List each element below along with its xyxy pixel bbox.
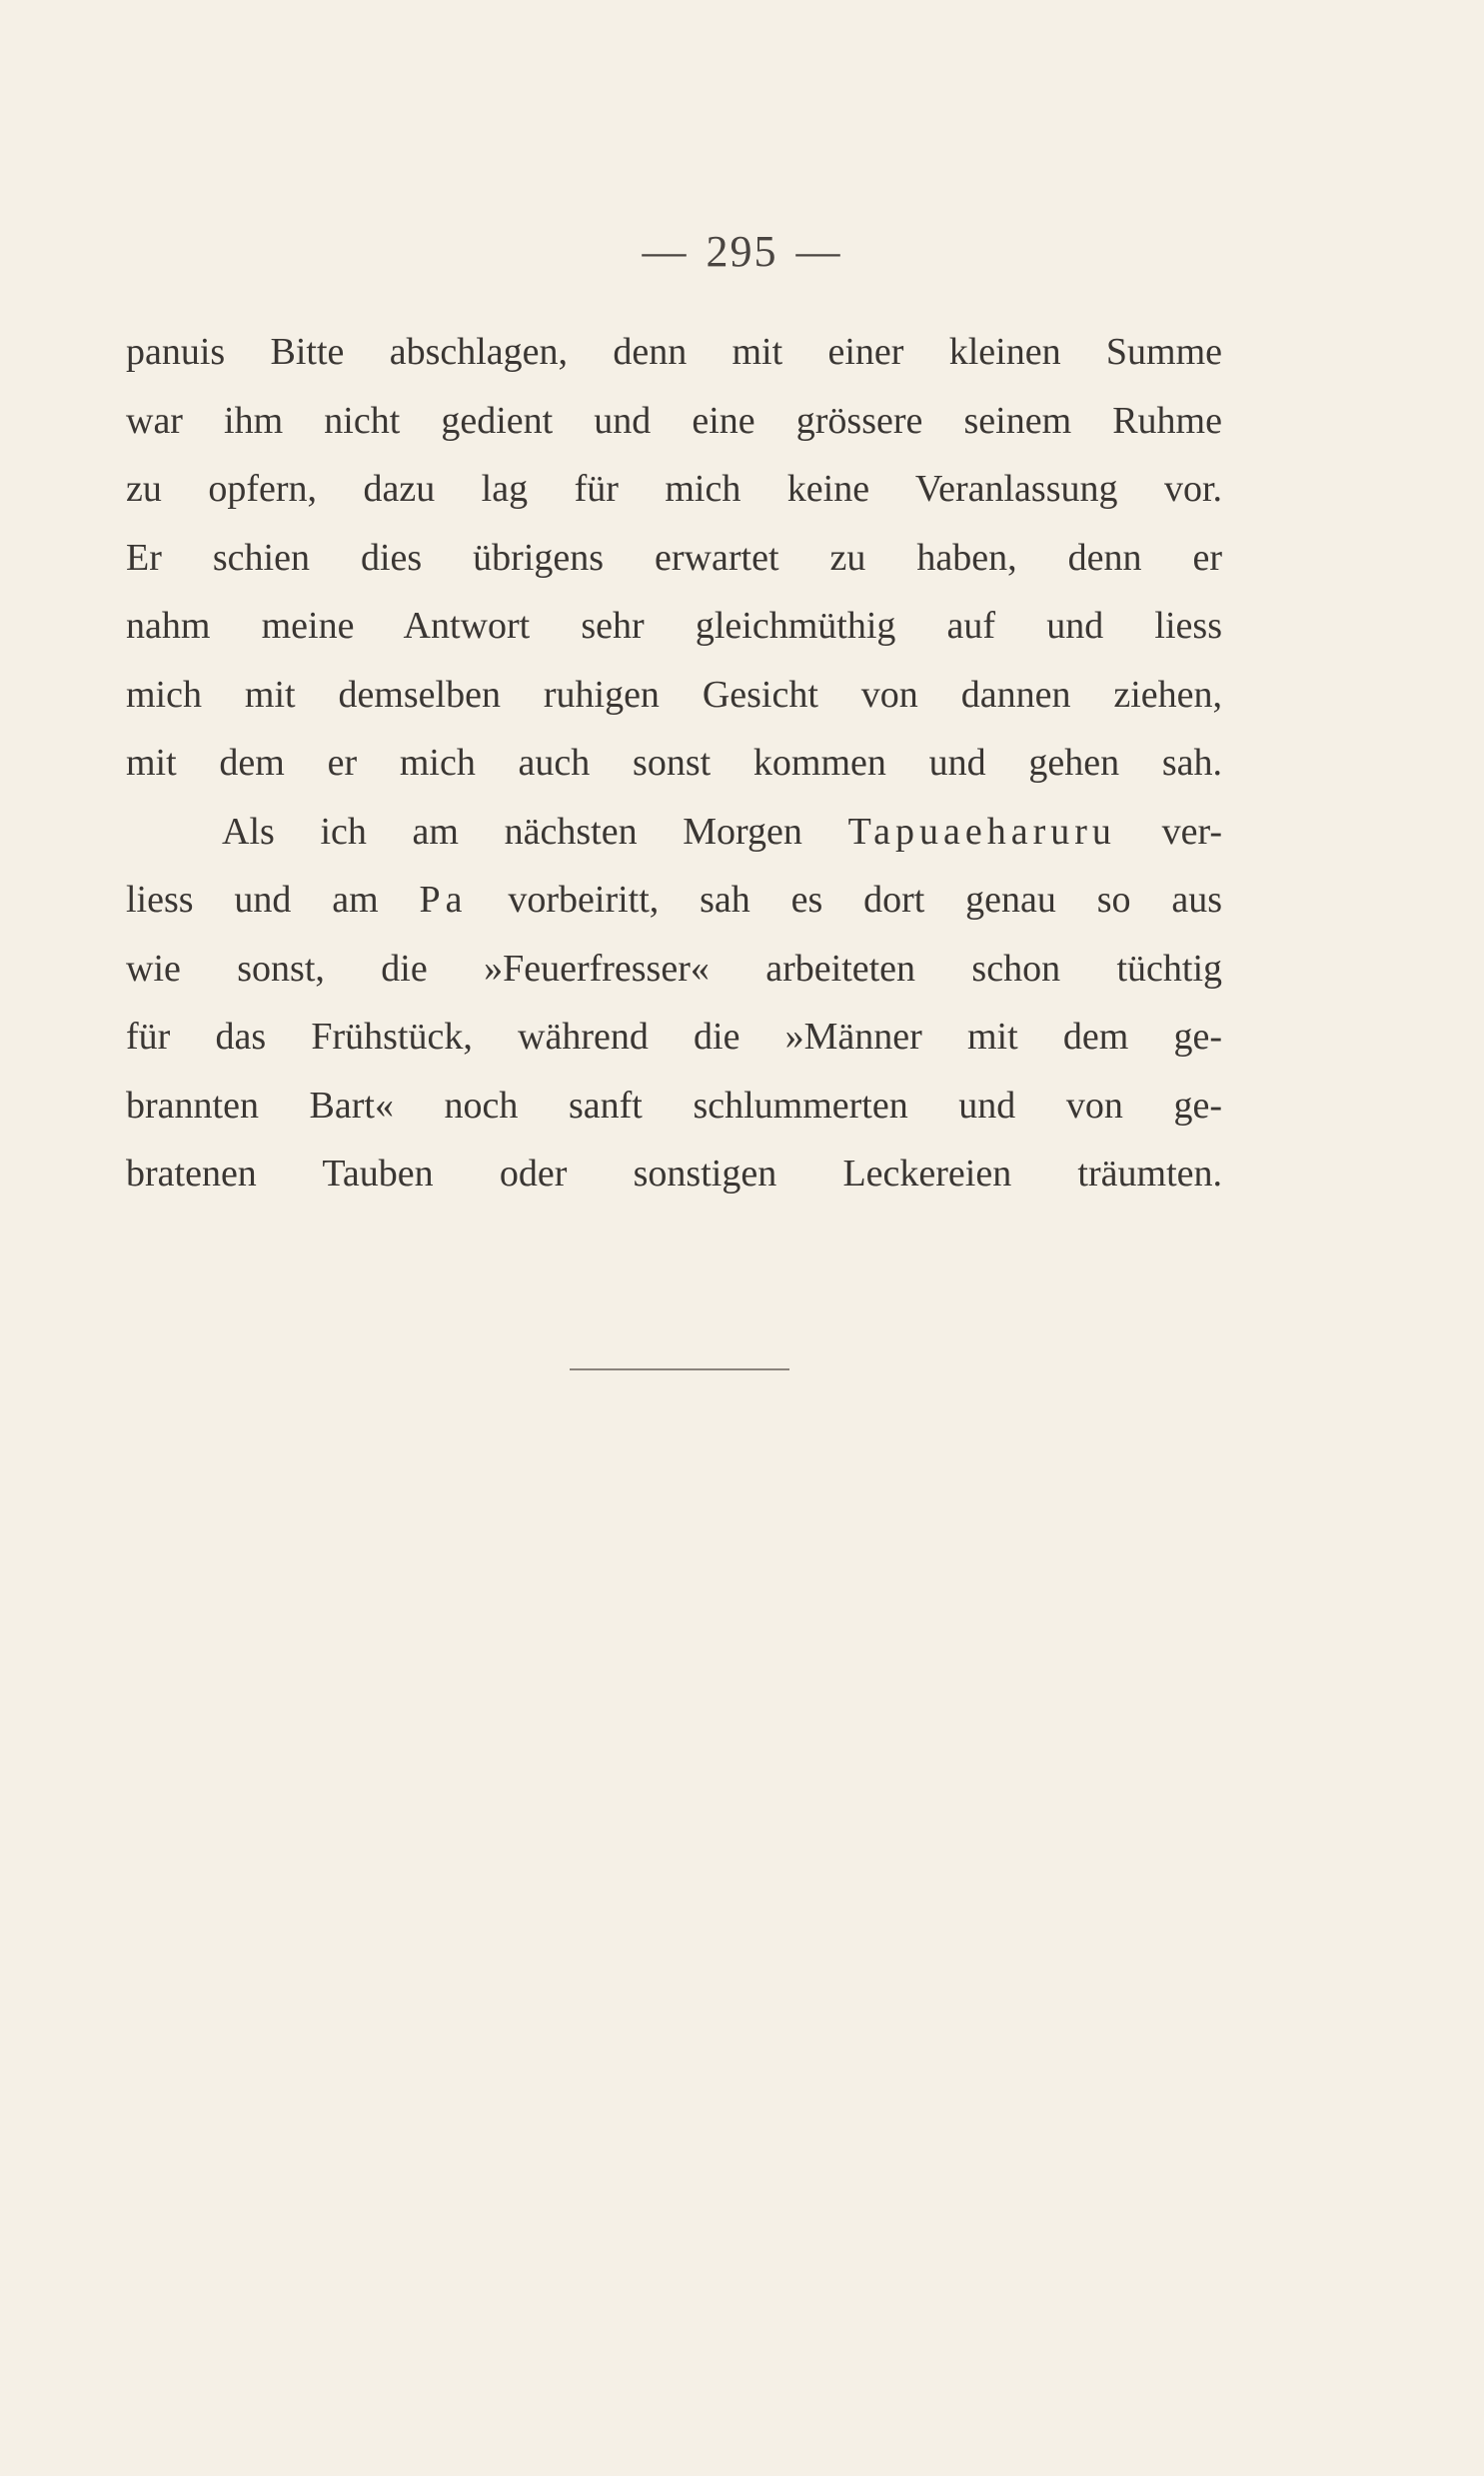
- text-line: war ihm nicht gedient und eine grössere seinem Ruhme: [126, 399, 1222, 442]
- text-line: [126, 798, 1222, 867]
- paragraph-1: [126, 318, 1222, 798]
- place-name-spaced: Tapuaeharuru: [847, 810, 1116, 853]
- header-dash-right: —: [795, 227, 842, 276]
- text-line: für das Frühstück, während die »Männer mit dem ge-: [126, 1016, 1222, 1058]
- section-end-rule: [570, 1368, 789, 1370]
- body-text: [126, 318, 1222, 1209]
- text-fragment: ver-: [1161, 810, 1222, 853]
- text-line: panuis Bitte abschlagen, denn mit einer kleinen Summe: [126, 331, 1222, 373]
- text-line: bratenen Tauben oder sonstigen Leckereien träumten.: [126, 1153, 1222, 1195]
- place-name-spaced: Pa: [419, 879, 468, 921]
- text-line: nahm meine Antwort sehr gleichmüthig auf und liess: [126, 605, 1222, 647]
- text-line: mich mit demselben ruhigen Gesicht von dannen ziehen,: [126, 673, 1222, 716]
- text-fragment: liess und am: [126, 879, 379, 921]
- text-line: Er schien dies übrigens erwartet zu haben, denn er: [126, 536, 1222, 579]
- paragraph-2: [126, 798, 1222, 1209]
- text-fragment: Als ich am nächsten Morgen: [222, 810, 802, 853]
- text-line: mit dem er mich auch sonst kommen und gehen sah.: [126, 742, 1222, 784]
- text-line: wie sonst, die »Feuerfresser« arbeiteten schon tüchtig: [126, 947, 1222, 990]
- text-fragment: vorbeiritt, sah es dort genau so aus: [508, 879, 1223, 921]
- text-line: zu opfern, dazu lag für mich keine Veranlassung vor.: [126, 468, 1222, 510]
- text-line: [126, 866, 1222, 935]
- text-line: brannten Bart« noch sanft schlummerten und von ge-: [126, 1084, 1222, 1127]
- header-dash-left: —: [642, 227, 689, 276]
- page-number: 295: [706, 227, 778, 276]
- page-header: [0, 226, 1484, 277]
